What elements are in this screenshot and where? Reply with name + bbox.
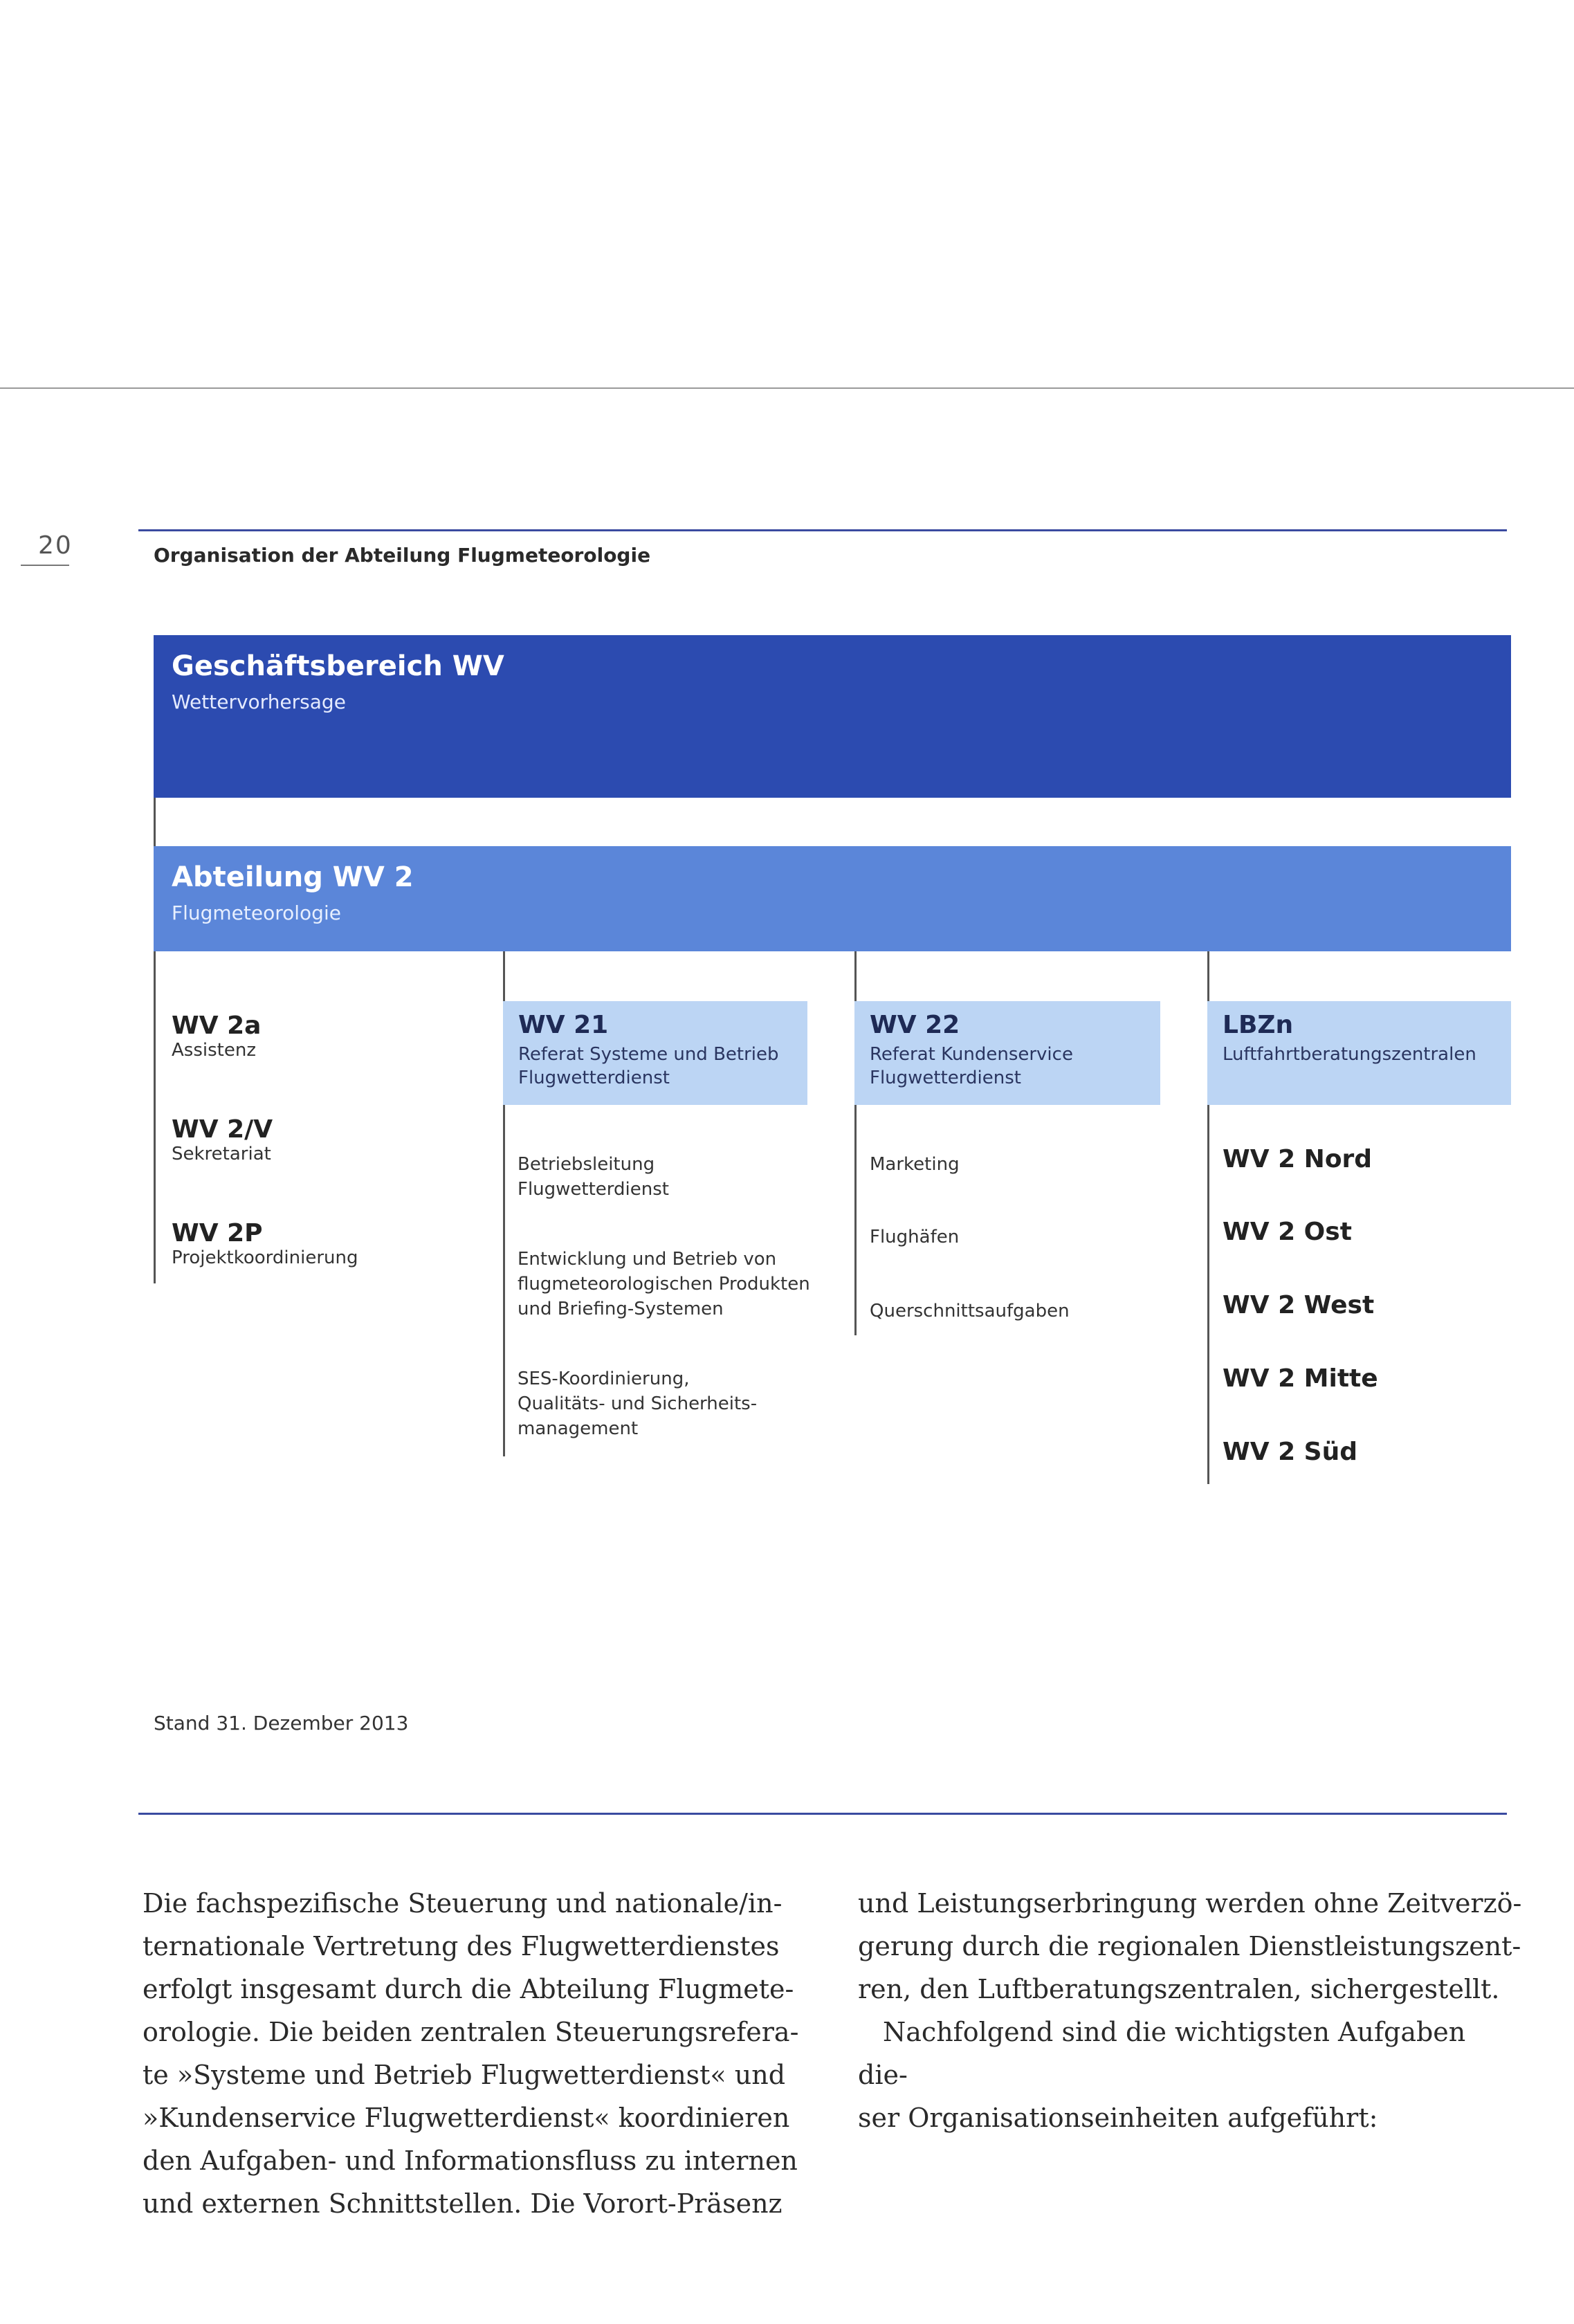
task-item: Marketing <box>870 1154 960 1175</box>
org-box-wv22 <box>854 1001 1160 1105</box>
org-box-title: Abteilung WV 2 <box>172 861 414 893</box>
body-text-right <box>858 1882 1522 2139</box>
body-line: »Kundenservice Flugwetterdienst« koordinieren <box>143 2103 790 2133</box>
task-line: management <box>518 1418 639 1439</box>
page-number-underline <box>21 565 69 566</box>
body-line: erfolgt insgesamt durch die Abteilung Flugmete- <box>143 1974 794 2004</box>
org-box-title: Geschäftsbereich WV <box>172 650 504 682</box>
task-line: SES-Koordinierung, <box>518 1369 690 1389</box>
body-line: Nachfolgend sind die wichtigsten Aufgaben die- <box>858 2017 1466 2090</box>
task-item <box>518 1247 810 1321</box>
lbz-item-west: WV 2 West <box>1223 1291 1375 1319</box>
org-box-subtitle: Wettervorhersage <box>172 690 346 713</box>
task-line: Flugwetterdienst <box>518 1179 669 1200</box>
task-item: Querschnittsaufgaben <box>870 1301 1070 1321</box>
org-box-subtitle: Luftfahrtberatungszentralen <box>1223 1044 1476 1065</box>
column-line-1 <box>154 951 156 1283</box>
figure-top-rule <box>138 529 1507 531</box>
top-rule <box>0 387 1574 389</box>
org-unit-subtitle: Projektkoordinierung <box>172 1247 358 1268</box>
org-box-geschaeftsbereich <box>154 635 1511 798</box>
figure-bottom-rule <box>138 1813 1507 1815</box>
body-line: te »Systeme und Betrieb Flugwetterdienst« und <box>143 2060 786 2090</box>
lbz-item-sued: WV 2 Süd <box>1223 1438 1358 1466</box>
task-item <box>518 1152 669 1202</box>
body-line: ser Organisationseinheiten aufgeführt: <box>858 2103 1378 2133</box>
org-box-title: WV 21 <box>518 1011 609 1039</box>
stand-date: Stand 31. Dezember 2013 <box>154 1712 409 1735</box>
org-unit-wv2a <box>172 1012 261 1061</box>
body-line: orologie. Die beiden zentralen Steuerungsrefera- <box>143 2017 799 2047</box>
subtitle-line: Flugwetterdienst <box>870 1068 1021 1088</box>
org-unit-title: WV 2/V <box>172 1115 273 1144</box>
body-line: ternationale Vertretung des Flugwetterdienstes <box>143 1931 780 1961</box>
org-unit-title: WV 2P <box>172 1219 263 1247</box>
subtitle-line: Flugwetterdienst <box>518 1068 670 1088</box>
body-line: ren, den Luftberatungszentralen, sichergestellt. <box>858 1974 1500 2004</box>
lbz-item-nord: WV 2 Nord <box>1223 1145 1373 1173</box>
task-line: flugmeteorologischen Produkten <box>518 1274 810 1294</box>
lbz-item-mitte: WV 2 Mitte <box>1223 1364 1378 1393</box>
subtitle-line: Referat Kundenservice <box>870 1044 1073 1065</box>
body-line: Die fachspezifische Steuerung und nationale/in- <box>143 1888 783 1919</box>
task-item: Flughäfen <box>870 1227 960 1247</box>
org-box-lbzn <box>1207 1001 1511 1105</box>
org-box-subtitle <box>518 1043 779 1090</box>
org-unit-subtitle: Assistenz <box>172 1040 256 1061</box>
body-line: und externen Schnittstellen. Die Vorort-Präsenz <box>143 2188 783 2219</box>
task-line: Qualitäts- und Sicherheits- <box>518 1393 758 1414</box>
org-unit-subtitle: Sekretariat <box>172 1144 271 1164</box>
task-item <box>518 1366 757 1441</box>
task-line: Betriebsleitung <box>518 1154 655 1175</box>
org-box-subtitle: Flugmeteorologie <box>172 902 341 924</box>
subtitle-line: Referat Systeme und Betrieb <box>518 1044 779 1065</box>
body-line: und Leistungserbringung werden ohne Zeitverzö- <box>858 1888 1522 1919</box>
body-line: den Aufgaben- und Informationsfluss zu internen <box>143 2145 798 2176</box>
org-unit-wv2v <box>172 1115 273 1164</box>
figure-title: Organisation der Abteilung Flugmeteorologie <box>154 544 651 567</box>
org-box-wv21 <box>503 1001 807 1105</box>
org-unit-title: WV 2a <box>172 1012 262 1040</box>
org-box-title: LBZn <box>1223 1011 1294 1039</box>
page-number: 20 <box>38 531 73 560</box>
body-text-left <box>143 1882 807 2225</box>
org-box-title: WV 22 <box>870 1011 960 1039</box>
org-box-abteilung <box>154 846 1511 951</box>
org-box-subtitle <box>870 1043 1073 1090</box>
task-line: Entwicklung und Betrieb von <box>518 1249 777 1270</box>
org-unit-wv2p <box>172 1219 358 1268</box>
connector-line <box>154 798 156 846</box>
lbz-item-ost: WV 2 Ost <box>1223 1218 1352 1246</box>
body-line: gerung durch die regionalen Dienstleistungszent- <box>858 1931 1521 1961</box>
task-line: und Briefing-Systemen <box>518 1299 724 1319</box>
